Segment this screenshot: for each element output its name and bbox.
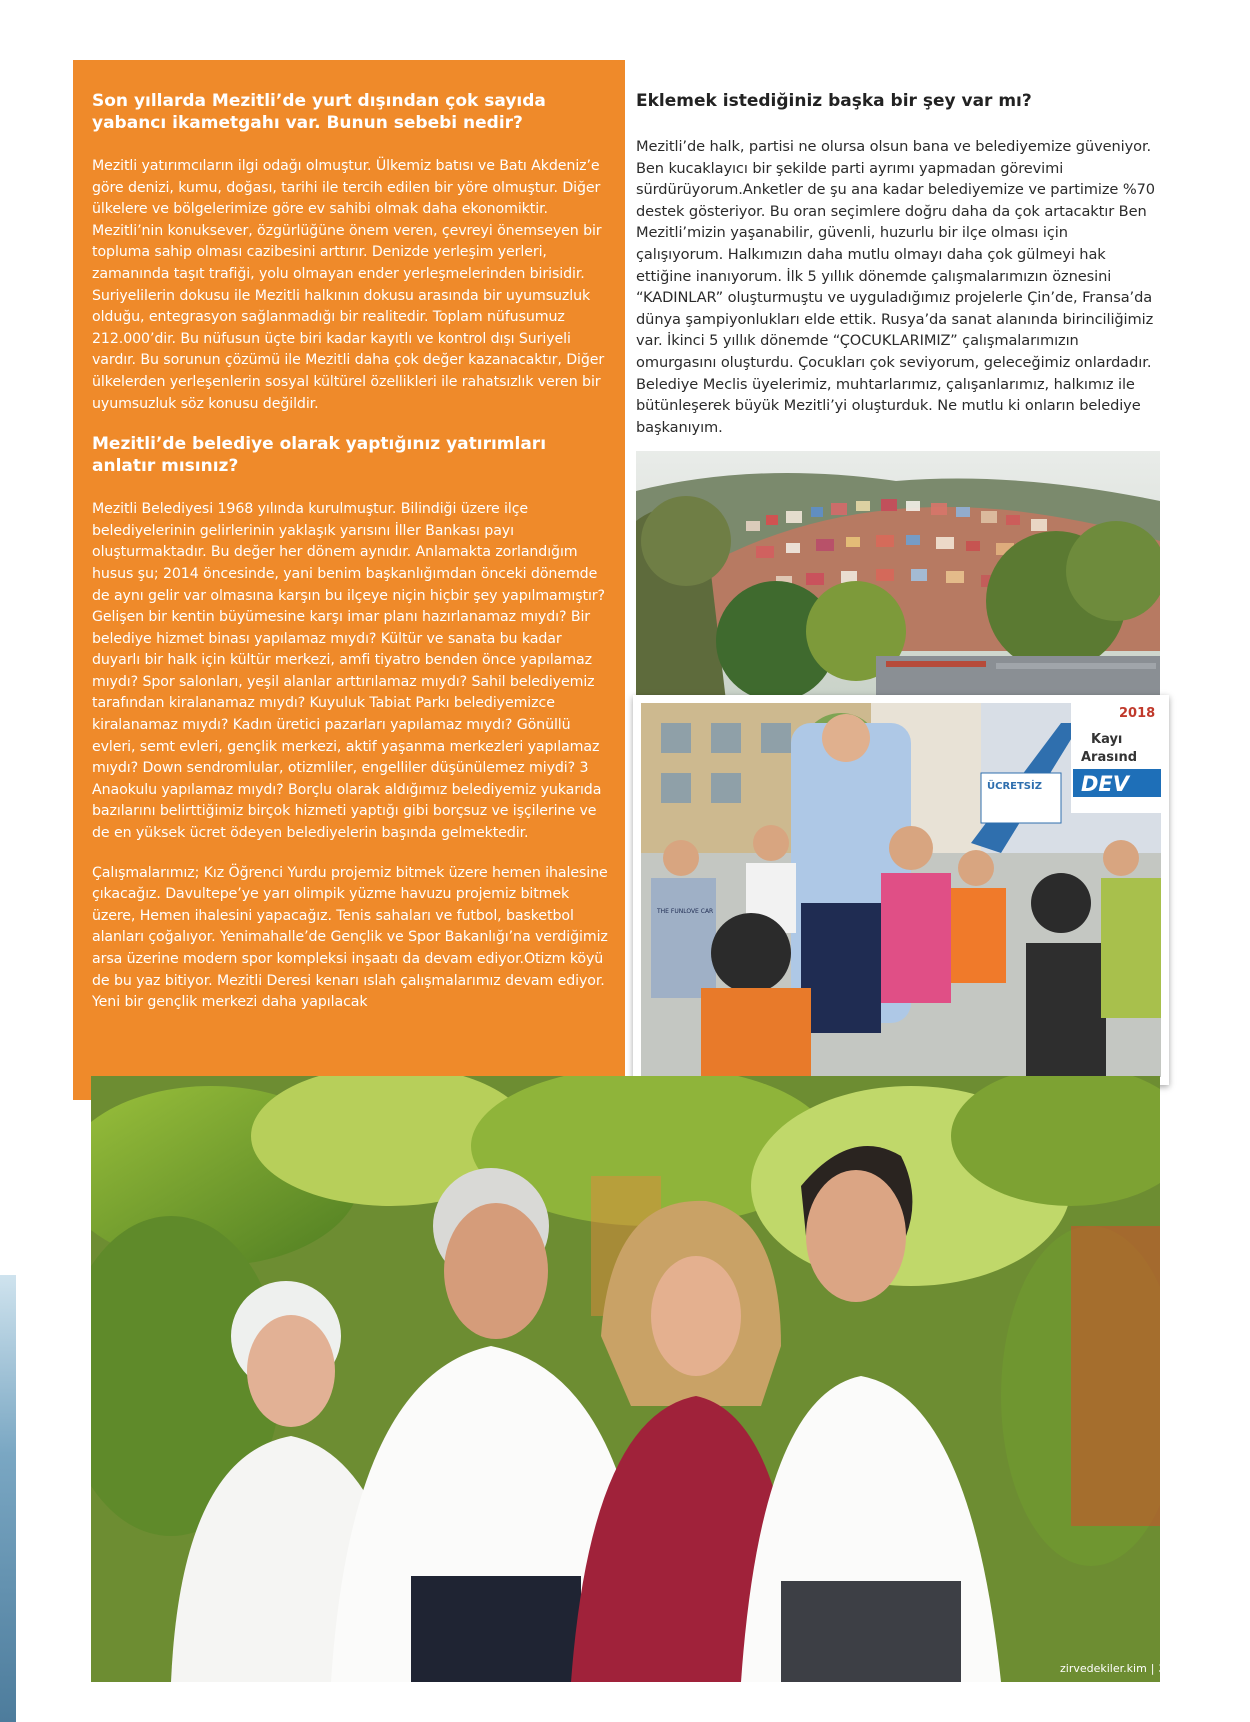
banner-line-2: Arasınd [1081,750,1137,765]
answer-current-works: Çalışmalarımız; Kız Öğrenci Yurdu projemiz bitmek üzere hemen ihalesine çıkacağız. Davultepe’ye yarı olimpik yüzme havuzu projemiz bitmek üzere, Hemen ihalesini yapacağız. Tenis sahaları ve futbol, basketbol alanları çoğalıyor. Yenimahalle’de Gençlik ve Spor Bakanlığı’na verdiğimiz arsa üzerine modern spor kompleksi inşaatı da devam ediyor.Otizm köyü de bu yaz bitiyor. Mezitli Deresi kenarı ıslah çalışmalarımız devam ediyor. Yeni bir gençlik merkezi daha yapılacak [92,864,608,1011]
edge-sea-strip [0,1275,16,1722]
banner-line-1: Kayı [1091,732,1123,747]
question-foreign-residents: Son yıllarda Mezitli’de yurt dışından çok sayıda yabancı ikametgahı var. Bunun sebebi nedir? [92,91,546,133]
free-sign-text: ÜCRETSİZ [987,781,1042,792]
footer-site: zirvedekiler.kim [1060,1662,1147,1675]
question-anything-else: Eklemek istediğiniz başka bir şey var mı? [636,91,1032,111]
kids-with-mayor-photo [633,695,1169,1085]
answer-foreign-residents: Mezitli yatırımcıların ilgi odağı olmuştur. Ülkemiz batısı ve Batı Akdeniz’e göre denizi, kumu, doğası, tarihi ile tercih edilen bir yöre olmuştur. Diğer ülkelere ve bölgelerimize göre ev sahibi olmak daha ekonomiktir. Mezitli’nin konuksever, özgürlüğüne önem veren, çevreyi önemseyen bir topluma sahip olması cazibesini arttırır. Denizde yerleşim yerleri, zamanında taşıt trafiği, yolu olmayan ender yerleşmelerinden birisidir. Suriyelilerin dokusu ile Mezitli halkının dokusu arasında bir uyumsuzluk olduğu, entegrasyon sağlanmadığı bir realitedir. Toplam nüfusumuz 212.000’dir. Bu nüfusun üçte biri kadar kayıtlı ve kontrol dışı Suriyeli vardır. Bu sorunun çözümü ile Mezitli daha çok değer kazanacaktır, Diğer ülkelerden yerleşenlerin sosyal kültürel özellikleri ile rahatsızlık veren bir uyumsuzluk söz konusu değildir. [92,158,605,412]
answer-investments: Mezitli Belediyesi 1968 yılında kurulmuştur. Bilindiği üzere ilçe belediyelerinin gelirlerinin yaklaşık yarısını İller Bankası payı oluşturmaktadır. Bu değer her dönem aynıdır. Anlamakta zorlandığım husus şu; 2014 öncesinde, yani benim başkanlığımdan önceki dönemde de aynı gelir var olmasına karşın bu ilçeye niçin hiçbir şey yapılmamıştır? Gelişen bir kentin büyümesine karşı imar planı hazırlanamaz mıydı? Bir belediye hizmet binası yapılamaz mıydı? Kültür ve sanata bu kadar duyarlı bir halk için kültür merkezi, amfi tiyatro benden önce yapılamaz mıydı? Spor salonları, yeşil alanlar arttırılamaz mıydı? Sahil belediyemiz tarafından kiralanamaz mıydı? Kuyuluk Tabiat Parkı belediyemizce kiralanamaz mıydı? Kadın üretici pazarları yapılamaz mıydı? Gönüllü evleri, semt evleri, gençlik merkezi, aktif yaşanma merkezleri yapılamaz mıydı? Down sendromlular, otizmliler, engelliler düşünülemez miydi? 3 Anaokulu yapılamaz mıydı? Borçlu olarak aldığımız belediyemiz yukarıda bazılarını belirttiğimiz birçok hizmeti yaptığı gibi borçsuz ve işçilerine ve de en yüksek ücret ödeyen belediyelerin başında gelmektedir. [92,501,605,842]
city-hillside-photo [636,451,1160,701]
banner-big-text: DEV [1081,772,1130,796]
page-number: 35 [1158,1662,1174,1675]
right-column [636,90,1156,438]
page-footer [1060,1662,1174,1676]
footer-separator: | [1150,1662,1155,1675]
shirt-text: THE FUNLOVE CAR [657,908,714,915]
group-portrait-photo [91,1076,1160,1682]
question-investments: Mezitli’de belediye olarak yaptığınız yatırımları anlatır mısınız? [92,434,547,477]
left-column [92,90,612,1032]
answer-anything-else: Mezitli’de halk, partisi ne olursa olsun bana ve belediyemize güveniyor. Ben kucaklayıcı bir şekilde parti ayrımı yapmadan görevimi sürdürüyorum.Anketler de şu ana kadar belediyemize ve partimize %70 destek gösteriyor. Bu oran seçimlere doğru daha da çok artacaktır Ben Mezitli’mizin yaşanabilir, güvenli, huzurlu bir ilçe olması için çalışıyorum. Halkımızın daha mutlu olmayı daha çok gülmeyi hak ettiğine inanıyorum. İlk 5 yıllık dönemde çalışmalarımızın öznesini “KADINLAR” oluşturmuştu ve uyguladığımız projelerle Çin’de, Fransa’da dünya şampiyonlukları elde ettik. Rusya’da sanat alanında birinciliğimiz var. İkinci 5 yıllık dönemde “ÇOCUKLARIMIZ” çalışmalarımızın omurgasını oluşturdu. Çocukları çok seviyorum, geleceğimiz onlardadır. Belediye Meclis üyelerimiz, muhtarlarımız, çalışanlarımız, halkımız ile bütünleşerek büyük Mezitli’yi oluşturduk. Ne mutlu ki onların belediye başkanıyım. [636,138,1155,436]
sign-year-2018: 2018 [1119,706,1156,721]
